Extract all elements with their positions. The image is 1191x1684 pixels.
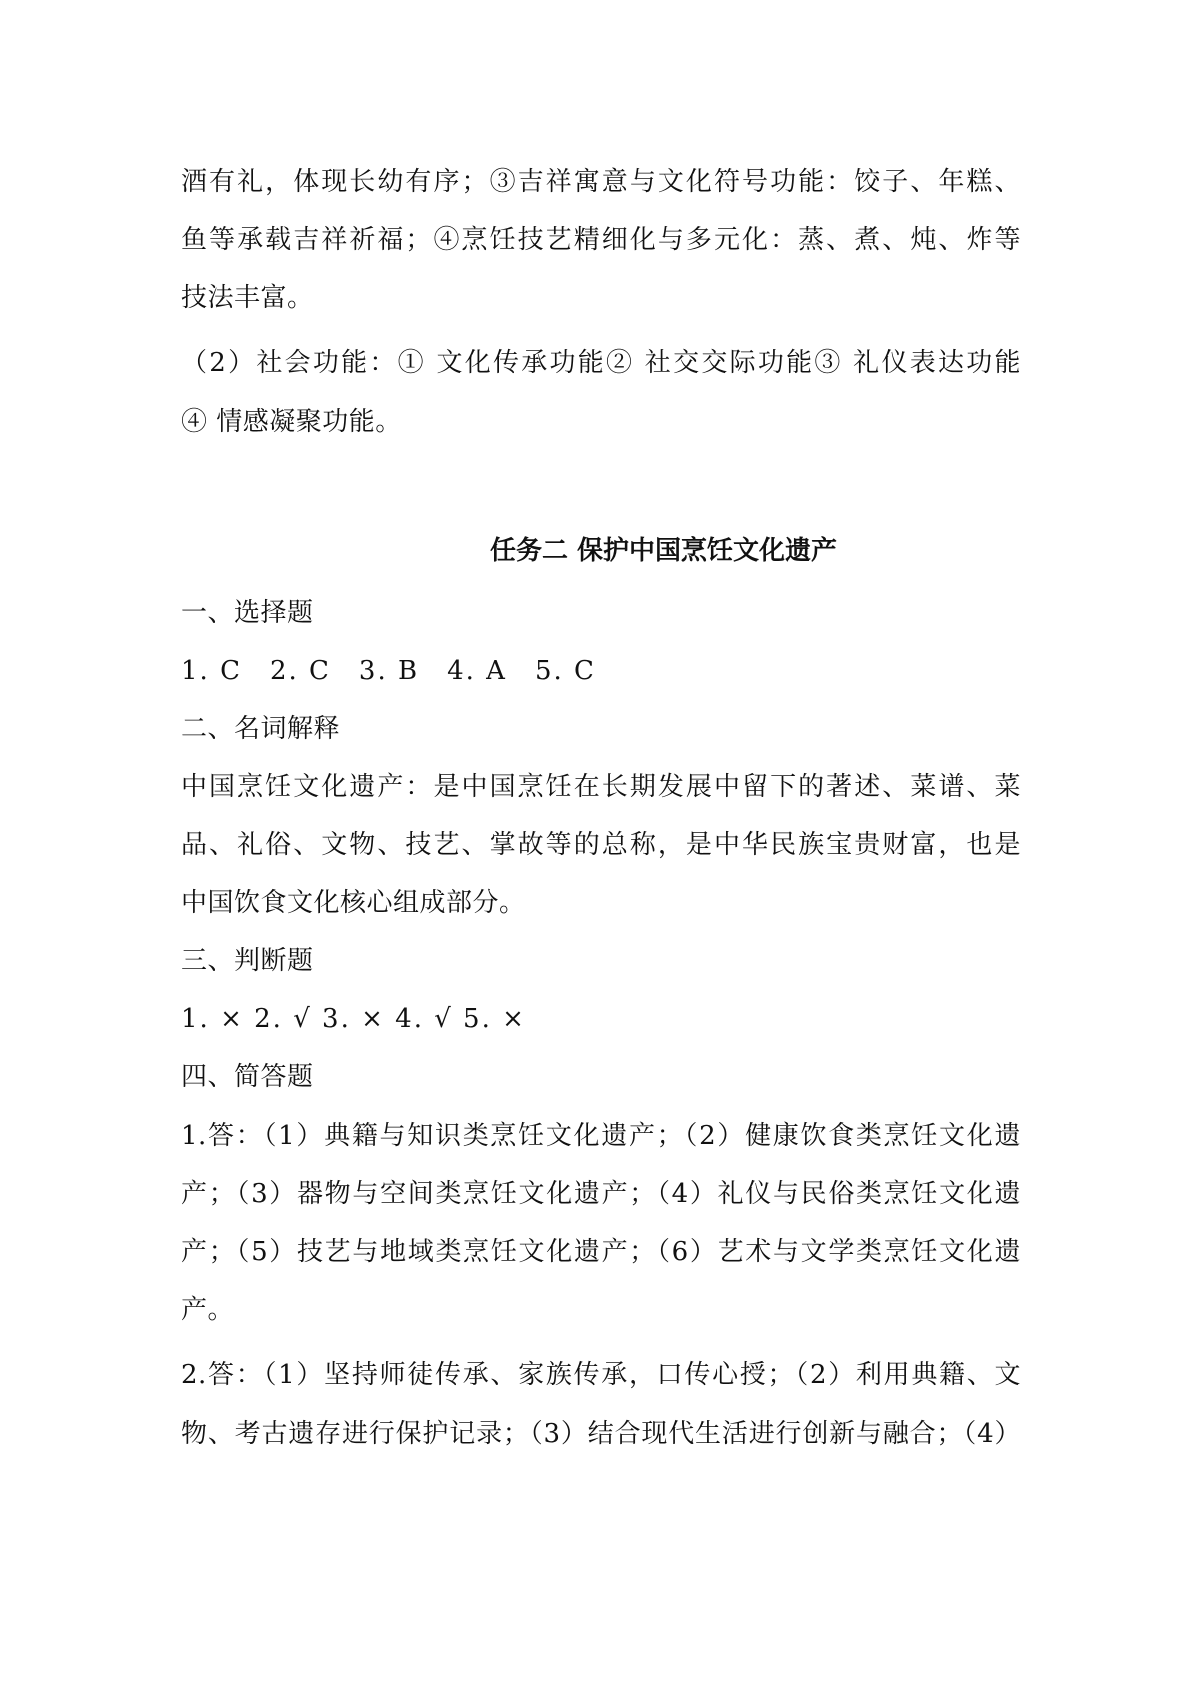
paragraph-line: 鱼等承载吉祥祈福；④烹饪技艺精细化与多元化：蒸、煮、炖、炸等 <box>181 225 1021 255</box>
question-heading: 一、选择题 <box>181 598 314 628</box>
answer-line: 1. × 2. √ 3. × 4. √ 5. × <box>181 1004 526 1034</box>
question-heading: 四、简答题 <box>181 1062 314 1092</box>
paragraph-line: 中国烹饪文化遗产：是中国烹饪在长期发展中留下的著述、菜谱、菜 <box>181 772 1021 802</box>
paragraph-line: 1.答：（1）典籍与知识类烹饪文化遗产；（2）健康饮食类烹饪文化遗 <box>181 1121 1021 1151</box>
paragraph-line: 物、考古遗存进行保护记录；（3）结合现代生活进行创新与融合；（4） <box>181 1419 1021 1449</box>
paragraph-line: 酒有礼，体现长幼有序；③吉祥寓意与文化符号功能：饺子、年糕、 <box>181 167 1021 197</box>
paragraph-line: 品、礼俗、文物、技艺、掌故等的总称，是中华民族宝贵财富，也是 <box>181 830 1021 860</box>
paragraph-line: 中国饮食文化核心组成部分。 <box>181 888 526 918</box>
question-heading: 三、判断题 <box>181 946 314 976</box>
paragraph-line: 技法丰富。 <box>181 283 314 313</box>
paragraph-line: ④ 情感凝聚功能。 <box>181 407 402 437</box>
paragraph-line: 2.答：（1）坚持师徒传承、家族传承，口传心授；（2）利用典籍、文 <box>181 1360 1021 1390</box>
paragraph-line: 产。 <box>181 1295 235 1325</box>
paragraph-line: （2）社会功能：① 文化传承功能② 社交交际功能③ 礼仪表达功能 <box>181 348 1021 378</box>
paragraph-line: 产；（3）器物与空间类烹饪文化遗产；（4）礼仪与民俗类烹饪文化遗 <box>181 1179 1021 1209</box>
answer-line: 1. C 2. C 3. B 4. A 5. C <box>181 656 596 686</box>
section-title: 任务二 保护中国烹饪文化遗产 <box>490 536 838 566</box>
paragraph-line: 产；（5）技艺与地域类烹饪文化遗产；（6）艺术与文学类烹饪文化遗 <box>181 1237 1021 1267</box>
question-heading: 二、名词解释 <box>181 714 341 744</box>
